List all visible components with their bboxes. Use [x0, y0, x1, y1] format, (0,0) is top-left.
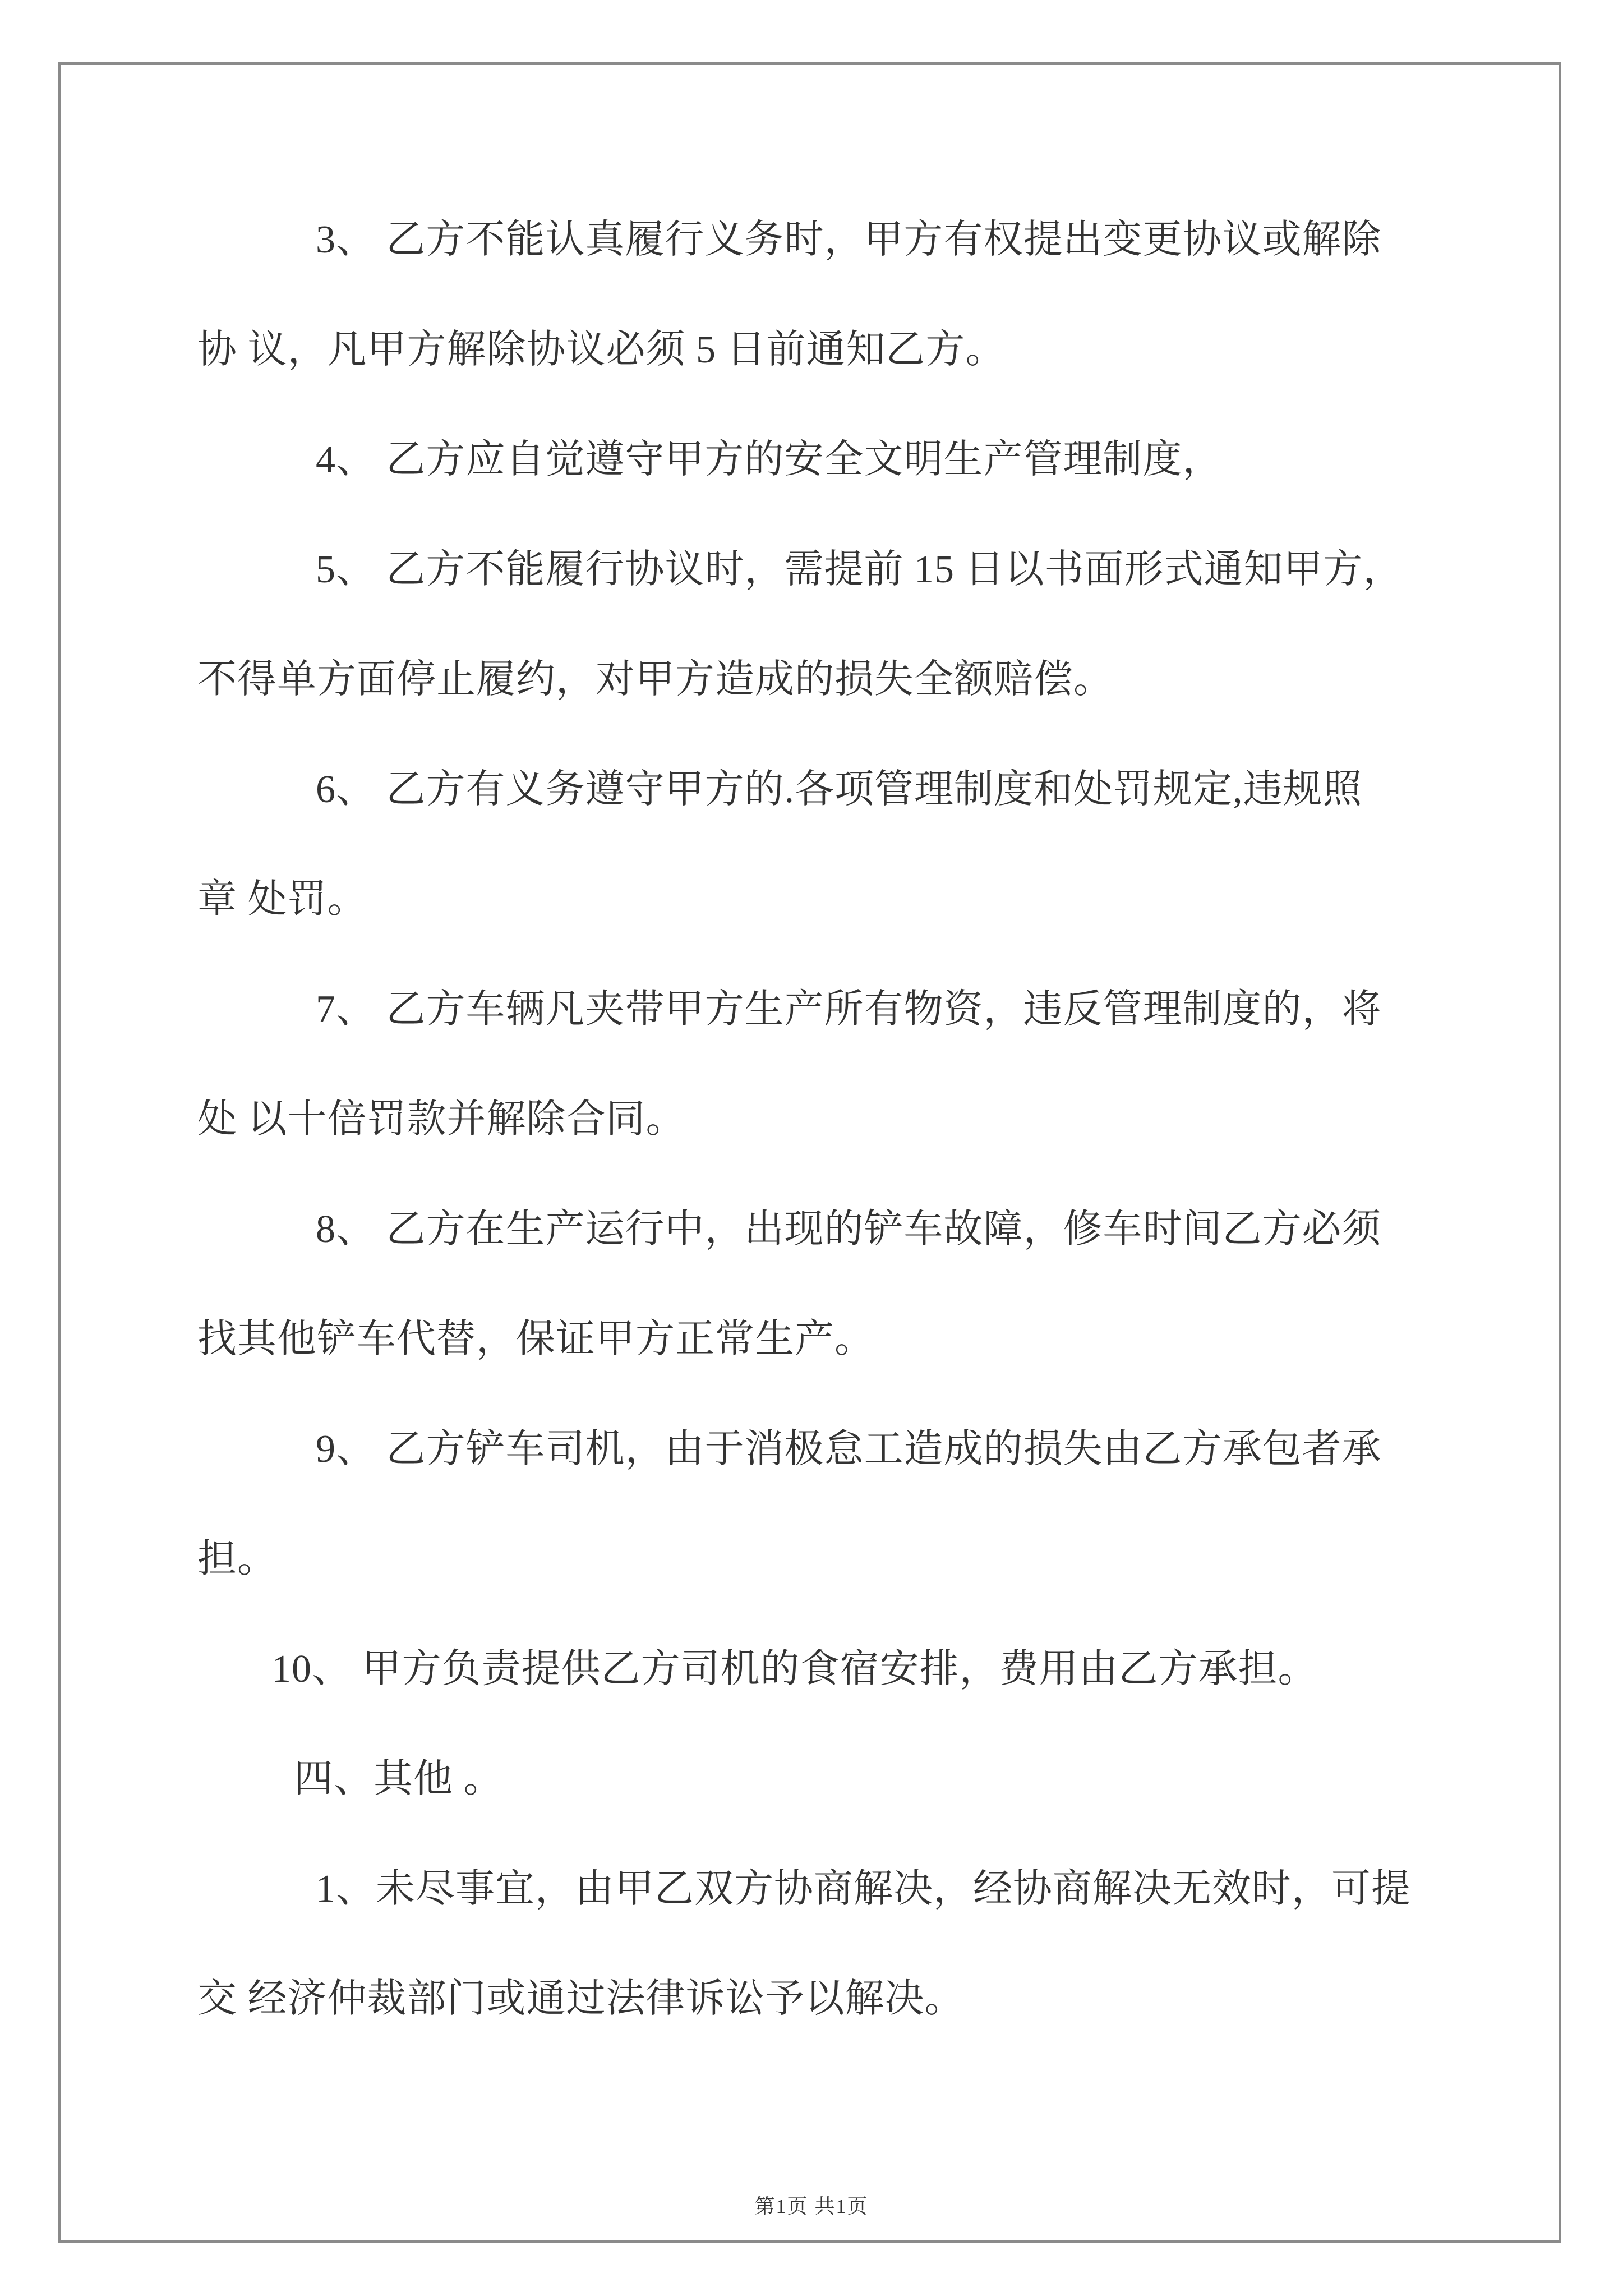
- text-line: 处 以十倍罚款并解除合同。: [197, 1098, 686, 1141]
- text-line: 交 经济仲裁部门或通过法律诉讼予以解决。: [197, 1977, 965, 2021]
- page-footer: 第1页 共1页: [754, 2195, 869, 2217]
- text-line: 找其他铲车代替，保证甲方正常生产。: [197, 1318, 874, 1361]
- text-line: 3、 乙方不能认真履行义务时，甲方有权提出变更协议或解除: [316, 218, 1382, 261]
- text-line: 四、其他 。: [294, 1757, 504, 1801]
- text-line: 6、 乙方有义务遵守甲方的.各项管理制度和处罚规定,违规照: [316, 768, 1363, 811]
- text-line: 10、 甲方负责提供乙方司机的食宿安排，费用由乙方承担。: [271, 1648, 1318, 1691]
- text-line: 7、 乙方车辆凡夹带甲方生产所有物资，违反管理制度的，将: [316, 988, 1382, 1031]
- text-line: 5、 乙方不能履行协议时，需提前 15 日以书面形式通知甲方，: [316, 548, 1403, 591]
- text-line: 担。: [197, 1538, 277, 1581]
- text-line: 9、 乙方铲车司机，由于消极怠工造成的损失由乙方承包者承: [316, 1428, 1382, 1471]
- text-line: 不得单方面停止履约，对甲方造成的损失全额赔偿。: [197, 658, 1113, 701]
- text-line: 协 议，凡甲方解除协议必须 5 日前通知乙方。: [197, 328, 1006, 371]
- text-line: 1、未尽事宜，由甲乙双方协商解决，经协商解决无效时，可提: [316, 1867, 1411, 1911]
- text-line: 章 处罚。: [197, 878, 367, 921]
- text-line: 8、 乙方在生产运行中，出现的铲车故障，修车时间乙方必须: [316, 1208, 1382, 1251]
- text-line: 4、 乙方应自觉遵守甲方的安全文明生产管理制度，: [316, 438, 1223, 481]
- document-body: [197, 185, 1432, 2054]
